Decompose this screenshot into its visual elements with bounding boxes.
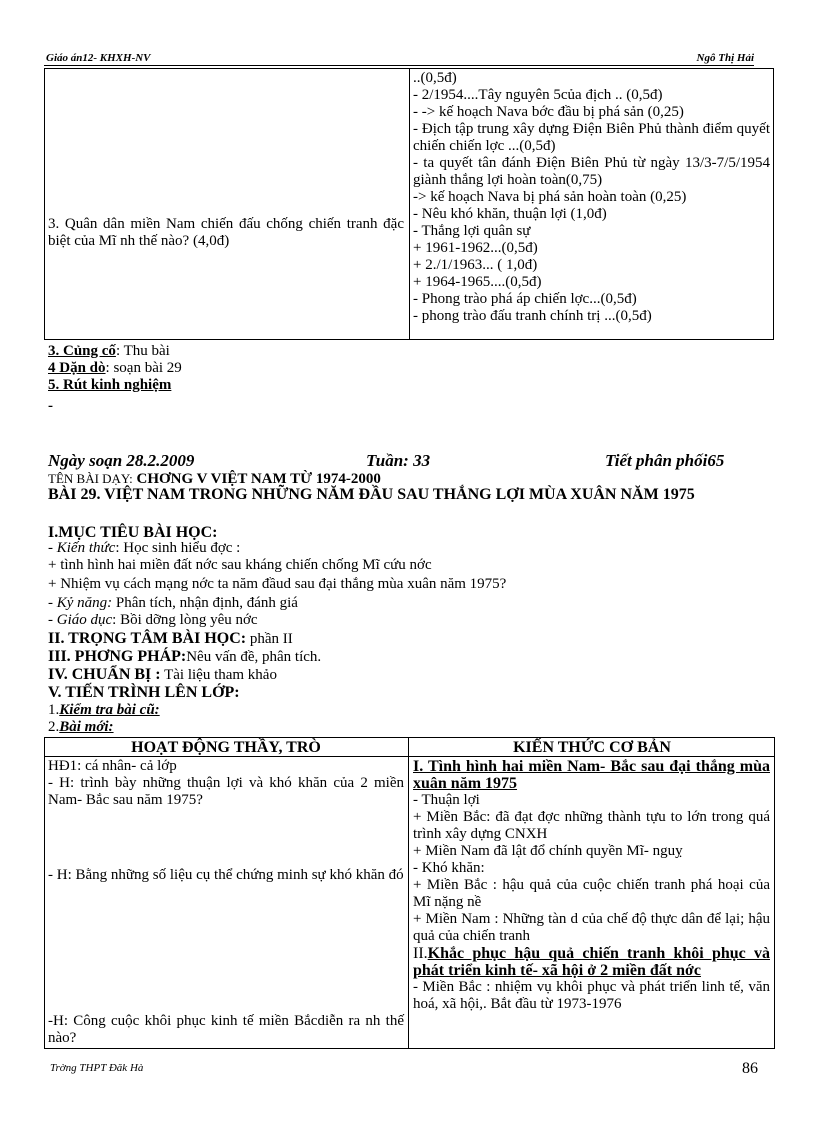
trong-tam-label: II. TRỌNG TÂM BÀI HỌC: bbox=[48, 630, 247, 647]
col-header-knowledge: KIẾN THỨC CƠ BẢN bbox=[513, 739, 671, 756]
chuan-bi-label: IV. CHUẨN BỊ : bbox=[48, 666, 161, 683]
ten-bai-value: CHƠNG V VIỆT NAM TỪ 1974-2000 bbox=[136, 471, 381, 487]
rut-kinh-nghiem: 5. Rút kinh nghiệm bbox=[48, 377, 172, 393]
knowledge-line: + Miền Nam đã lật đổ chính quyền Mĩ- nguỵ bbox=[413, 843, 683, 859]
knowledge-column bbox=[413, 758, 770, 1047]
page-number: 86 bbox=[742, 1060, 758, 1077]
question-text: 3. Quân dân miền Nam chiến đấu chống chiến tranh đặc biệt của Mĩ nh thế nào? (4,0đ) bbox=[48, 216, 404, 249]
answer-line: + 1961-1962...(0,5đ) bbox=[413, 240, 538, 256]
header-right: Ngô Thị Hải bbox=[696, 52, 754, 64]
bai-moi-line bbox=[48, 719, 114, 736]
section-2-title bbox=[413, 945, 770, 979]
activity-question: -H: Công cuộc khôi phục kinh tế miền Bắcdiễn ra nh thế nào? bbox=[48, 1013, 404, 1046]
cung-co-label: 3. Củng cố bbox=[48, 343, 116, 359]
cung-co-line bbox=[48, 343, 170, 360]
knowledge-line: + Miền Nam : Những tàn d của chế độ thực dân để lại; hậu quả của chiến tranh bbox=[413, 911, 770, 944]
header-left: Giáo án12- KHXH-NV bbox=[46, 52, 151, 64]
ky-nang-label: - Kỷ năng: bbox=[48, 595, 113, 611]
activity-column-3 bbox=[48, 1013, 404, 1047]
answer-line: + 1964-1965....(0,5đ) bbox=[413, 274, 542, 290]
knowledge-line: - Miền Bắc : nhiệm vụ khôi phục và phát triển linh tế, văn hoá, xã hội,. Bắt đầu từ 1973-1976 bbox=[413, 979, 770, 1012]
phuong-phap-line bbox=[48, 648, 321, 666]
dan-do-text: : soạn bài 29 bbox=[105, 360, 182, 376]
muc-tieu-heading: I.MỤC TIÊU BÀI HỌC: bbox=[48, 524, 218, 541]
activity-column bbox=[48, 758, 404, 809]
answer-line: - 2/1954....Tây nguyên 5của địch .. (0,5đ) bbox=[413, 87, 663, 103]
activity-question: - H: trình bày những thuận lợi và khó khăn của 2 miền Nam- Bắc sau năm 1975? bbox=[48, 775, 404, 808]
kiem-tra-label: Kiểm tra bài cũ: bbox=[59, 702, 160, 718]
kien-thuc-text: : Học sinh hiểu đợc : bbox=[115, 540, 241, 556]
chuan-bi-text: Tài liệu tham khảo bbox=[160, 667, 277, 683]
answer-line: - Thắng lợi quân sự bbox=[413, 223, 531, 239]
kiem-tra-num: 1. bbox=[48, 702, 60, 718]
section-2-heading: Khắc phục hậu quả chiến tranh khôi phục và phát triển kinh tế- xã hội ở 2 miền đất nớc bbox=[413, 945, 770, 979]
trong-tam-text: phần II bbox=[246, 631, 293, 647]
kiem-tra-line bbox=[48, 702, 160, 719]
header-divider bbox=[44, 65, 754, 66]
bai-moi-num: 2. bbox=[48, 719, 60, 735]
lesson-title: BÀI 29. VIỆT NAM TRONG NHỮNG NĂM ĐẦU SAU THẮNG LỢI MÙA XUÂN NĂM 1975 bbox=[48, 486, 695, 503]
answer-line: - Nêu khó khăn, thuận lợi (1,0đ) bbox=[413, 206, 607, 222]
kien-thuc-item: + tình hình hai miền đất nớc sau kháng chiến chống Mĩ cứu nớc bbox=[48, 557, 432, 573]
answer-line: - phong trào đấu tranh chính trị ...(0,5đ) bbox=[413, 308, 652, 324]
dan-do-line bbox=[48, 360, 182, 377]
knowledge-line: + Miền Bắc: đã đạt đợc những thành tựu to lớn trong quá trình xây dựng CNXH bbox=[413, 809, 770, 842]
answer-line: -> kế hoạch Nava bị phá sản hoàn toàn (0,25) bbox=[413, 189, 687, 205]
activity-column-2 bbox=[48, 867, 404, 884]
answer-table-divider bbox=[409, 68, 410, 340]
answer-line: - Phong trào phá áp chiến lợc...(0,5đ) bbox=[413, 291, 637, 307]
answer-line: - ta quyết tân đánh Điện Biên Phủ từ ngày 13/3-7/5/1954 giành thắng lợi hoàn toàn(0,75) bbox=[413, 155, 770, 188]
answer-cell bbox=[413, 70, 770, 338]
period: Tiết phân phối65 bbox=[605, 451, 725, 470]
cung-co-text: : Thu bài bbox=[115, 343, 170, 359]
section-1-title: I. Tình hình hai miền Nam- Bắc sau đại thắng mùa xuân năm 1975 bbox=[413, 758, 770, 792]
knowledge-line: - Khó khăn: bbox=[413, 860, 485, 876]
dan-do-label: 4 Dặn dò bbox=[48, 360, 106, 376]
giao-duc-line bbox=[48, 612, 258, 629]
answer-line: ..(0,5đ) bbox=[413, 70, 457, 86]
date-soan: Ngày soạn 28.2.2009 bbox=[48, 451, 195, 470]
kien-thuc-label: - Kiến thức bbox=[48, 540, 116, 556]
trong-tam-line bbox=[48, 630, 293, 648]
chuan-bi-line bbox=[48, 666, 277, 684]
kien-thuc-item: + Nhiệm vụ cách mạng nớc ta năm đầud sau đại thắng mùa xuân năm 1975? bbox=[48, 576, 507, 592]
ten-bai-label: TÊN BÀI DẠY: bbox=[48, 471, 133, 486]
week: Tuần: 33 bbox=[366, 451, 431, 470]
activity-question: - H: Bằng những số liệu cụ thể chứng minh sự khó khăn đó bbox=[48, 867, 404, 883]
phuong-phap-label: III. PHƠNG PHÁP: bbox=[48, 648, 187, 665]
activity-hd1: HĐ1: cá nhân- cả lớp bbox=[48, 758, 177, 774]
phuong-phap-text: Nêu vấn đề, phân tích. bbox=[186, 649, 322, 665]
rut-kinh-nghiem-dash: - bbox=[48, 398, 53, 414]
question-cell bbox=[48, 216, 404, 250]
ky-nang-line bbox=[48, 595, 298, 612]
answer-line: + 2./1/1963... ( 1,0đ) bbox=[413, 257, 538, 273]
section-2-prefix: II. bbox=[413, 945, 428, 962]
knowledge-line: - Thuận lợi bbox=[413, 792, 480, 808]
lesson-table-header-rule bbox=[44, 756, 775, 757]
answer-line: - -> kế hoạch Nava bớc đầu bị phá sản (0,25) bbox=[413, 104, 684, 120]
col-header-activity: HOẠT ĐỘNG THẦY, TRÒ bbox=[131, 739, 321, 756]
bai-moi-label: Bài mới: bbox=[59, 719, 114, 735]
footer-school: Trờng THPT Đăk Hà bbox=[50, 1062, 144, 1074]
ky-nang-text: Phân tích, nhận định, đánh giá bbox=[112, 595, 298, 611]
knowledge-line: + Miền Bắc : hậu quả của cuộc chiến tranh phá hoại của Mĩ nặng nề bbox=[413, 877, 770, 910]
giao-duc-text: : Bồi dỡng lòng yêu nớc bbox=[112, 612, 258, 628]
kien-thuc-line bbox=[48, 540, 240, 557]
lesson-table-divider bbox=[408, 737, 409, 1049]
giao-duc-label: - Giáo dục bbox=[48, 612, 113, 628]
tien-trinh-heading: V. TIẾN TRÌNH LÊN LỚP: bbox=[48, 684, 240, 701]
answer-line: - Địch tập trung xây dựng Điện Biên Phủ thành điểm quyết chiến chiến lợc ...(0,5đ) bbox=[413, 121, 770, 154]
